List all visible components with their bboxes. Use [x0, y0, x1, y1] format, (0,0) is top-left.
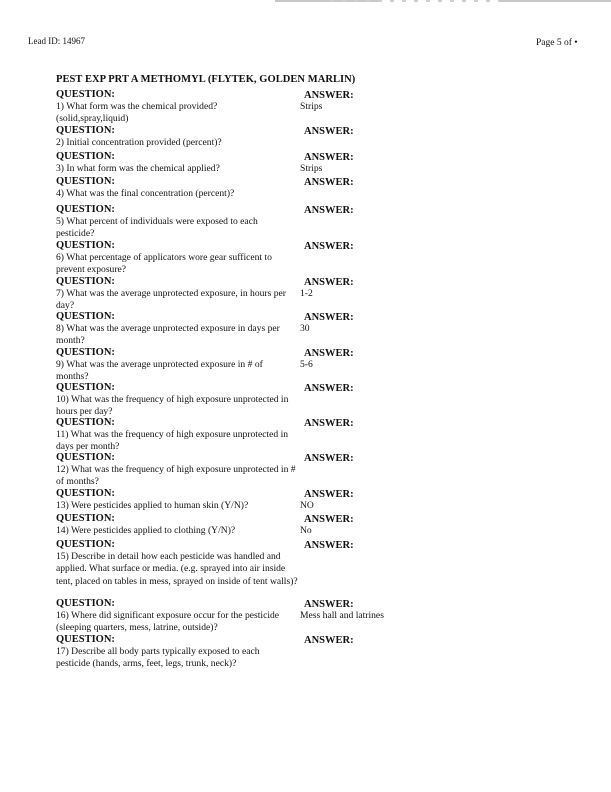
question-text: 12) What was the frequency of high exposure unprotected in # of months?	[56, 464, 296, 488]
answer-label: ANSWER:	[304, 489, 354, 500]
answer-label: ANSWER:	[304, 540, 354, 551]
question-label: QUESTION:	[56, 176, 115, 187]
answer-text: 1-2	[300, 288, 313, 299]
question-label: QUESTION:	[56, 347, 115, 358]
question-label: QUESTION:	[56, 240, 115, 251]
answer-text: Strips	[300, 101, 323, 112]
answer-label: ANSWER:	[304, 177, 354, 188]
question-label: QUESTION:	[56, 539, 115, 550]
question-label: QUESTION:	[56, 204, 115, 215]
question-label: QUESTION:	[56, 151, 115, 162]
question-text: 16) Where did significant exposure occur for the pesticide (sleeping quarters, mess, latrine, outside)?	[56, 610, 280, 634]
question-label: QUESTION:	[56, 276, 115, 287]
question-label: QUESTION:	[56, 634, 115, 645]
answer-label: ANSWER:	[304, 599, 354, 610]
question-label: QUESTION:	[56, 417, 115, 428]
question-label: QUESTION:	[56, 89, 115, 100]
question-text: 1) What form was the chemical provided?(solid,spray,liquid)	[56, 101, 218, 125]
document-title: PEST EXP PRT A METHOMYL (FLYTEK, GOLDEN MARLIN)	[56, 74, 356, 85]
page-number: Page 5 of •	[536, 38, 578, 48]
answer-label: ANSWER:	[304, 90, 354, 101]
answer-text: 30	[300, 323, 310, 334]
question-label: QUESTION:	[56, 125, 115, 136]
question-text: 5) What percent of individuals were exposed to each pesticide?	[56, 216, 258, 240]
question-text: 15) Describe in detail how each pesticide was handled and applied. What surface or media. (e.g. sprayed into air inside tent, placed on tables in mess, sprayed on inside of tent walls)?	[56, 551, 298, 587]
answer-label: ANSWER:	[304, 205, 354, 216]
answer-text: No	[300, 525, 312, 536]
question-text: 14) Were pesticides applied to clothing (Y/N)?	[56, 525, 236, 536]
answer-label: ANSWER:	[304, 348, 354, 359]
answer-label: ANSWER:	[304, 126, 354, 137]
answer-label: ANSWER:	[304, 514, 354, 525]
answer-label: ANSWER:	[304, 418, 354, 429]
question-text: 17) Describe all body parts typically exposed to each pesticide (hands, arms, feet, legs, trunk, neck)?	[56, 646, 260, 670]
answer-text: Strips	[300, 163, 323, 174]
question-text: 8) What was the average unprotected exposure in days per month?	[56, 323, 280, 347]
question-label: QUESTION:	[56, 488, 115, 499]
answer-label: ANSWER:	[304, 312, 354, 323]
question-text: 3) In what form was the chemical applied?	[56, 163, 220, 174]
answer-label: ANSWER:	[304, 453, 354, 464]
question-label: QUESTION:	[56, 513, 115, 524]
question-text: 10) What was the frequency of high exposure unprotected in hours per day?	[56, 394, 289, 418]
answer-label: ANSWER:	[304, 383, 354, 394]
question-text: 7) What was the average unprotected exposure, in hours per day?	[56, 288, 286, 312]
answer-label: ANSWER:	[304, 277, 354, 288]
scan-artifact-line	[500, 0, 611, 2]
scan-artifact-dots	[330, 0, 500, 2]
question-label: QUESTION:	[56, 311, 115, 322]
question-label: QUESTION:	[56, 452, 115, 463]
question-text: 11) What was the frequency of high exposure unprotected in days per month?	[56, 429, 289, 453]
answer-text: Mess hall and latrines	[300, 610, 384, 621]
question-label: QUESTION:	[56, 382, 115, 393]
question-text: 6) What percentage of applicators wore gear sufficent to prevent exposure?	[56, 252, 272, 276]
answer-label: ANSWER:	[304, 241, 354, 252]
question-text: 13) Were pesticides applied to human skin (Y/N)?	[56, 500, 249, 511]
answer-label: ANSWER:	[304, 152, 354, 163]
answer-text: 5-6	[300, 359, 313, 370]
answer-label: ANSWER:	[304, 635, 354, 646]
question-text: 2) Initial concentration provided (percent)?	[56, 137, 222, 148]
question-text: 9) What was the average unprotected exposure in # of months?	[56, 359, 263, 383]
question-label: QUESTION:	[56, 598, 115, 609]
lead-id: Lead ID: 14967	[28, 36, 85, 46]
question-text: 4) What was the final concentration (percent)?	[56, 188, 235, 199]
answer-text: NO	[300, 500, 314, 511]
